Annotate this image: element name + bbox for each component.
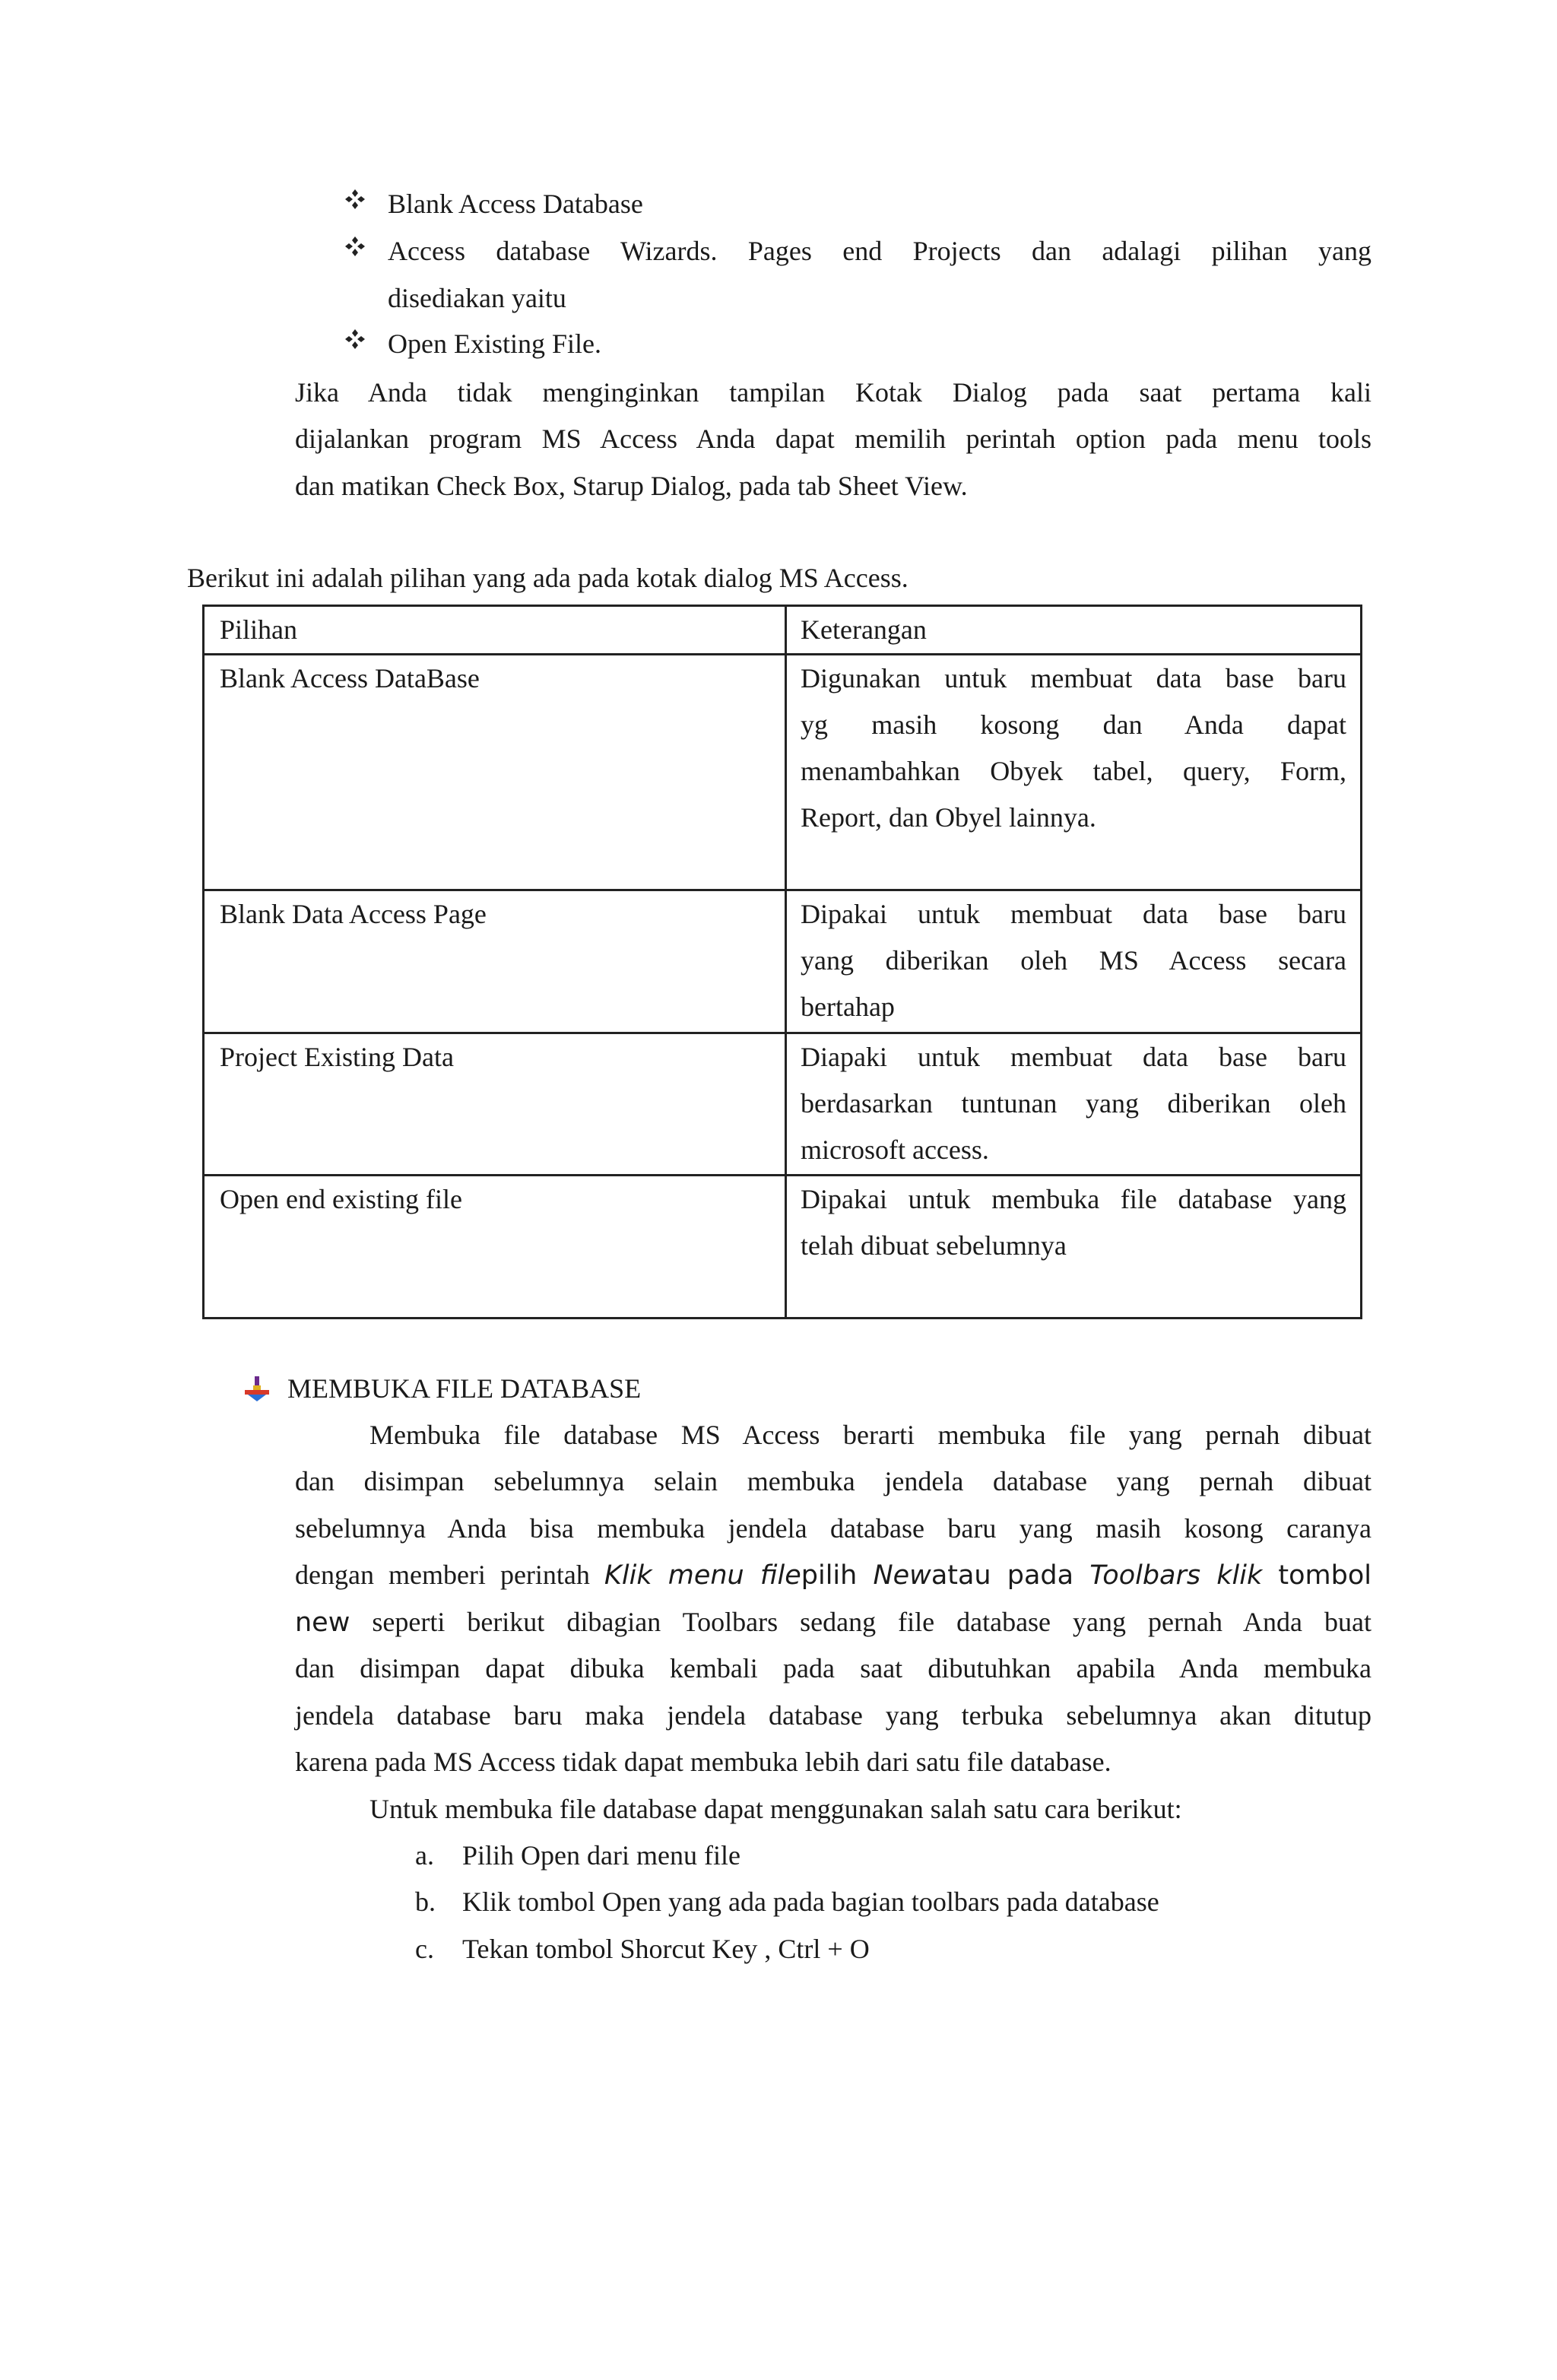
description-cell: Diapaki untuk membuat data base baru berdasarkan tuntunan yang diberikan oleh microsoft access. [786,1033,1362,1176]
description-cell: Dipakai untuk membuat data base baru yang diberikan oleh MS Access secara bertahap [786,890,1362,1033]
table-row [204,655,1362,890]
bullet-item-continuation: disediakan yaitu [388,283,566,313]
option-cell: Blank Data Access Page [204,890,786,1033]
arrow-down-bullet-icon [243,1375,271,1402]
diamond-bullet-icon [344,228,366,274]
emphasis-text: Klik menu file [604,1560,801,1591]
option-cell: Open end existing file [204,1176,786,1319]
section-heading: MEMBUKA FILE DATABASE [287,1373,642,1404]
paragraph-line: dengan memberi perintah Klik menu filepilih Newatau pada Toolbars klik tombol [295,1560,1371,1591]
table-intro: Berikut ini adalah pilihan yang ada pada kotak dialog MS Access. [187,563,909,593]
paragraph-line: Membuka file database MS Access berarti membuka file yang pernah dibuat [369,1420,1371,1450]
paragraph-line: karena pada MS Access tidak dapat membuka lebih dari satu file database. [295,1747,1111,1777]
description-cell: Digunakan untuk membuat data base baru yg masih kosong dan Anda dapat menambahkan Obyek tabel, query, Form, Report, dan Obyel lainnya. [786,655,1362,890]
header-cell: Keterangan [786,606,1362,655]
paragraph-line: jendela database baru maka jendela database yang terbuka sebelumnya akan ditutup [295,1700,1371,1731]
paragraph-line: Jika Anda tidak menginginkan tampilan Kotak Dialog pada saat pertama kali [295,377,1371,408]
bullet-item: Open Existing File. [388,328,601,359]
list-marker: a. [415,1840,434,1871]
bullet-item: Access database Wizards. Pages end Projects dan adalagi pilihan yang [388,236,1371,266]
emphasis-text: New [873,1560,931,1591]
list-item: Tekan tombol Shorcut Key , Ctrl + O [462,1934,870,1964]
paragraph-line: new seperti berikut dibagian Toolbars sedang file database yang pernah Anda buat [295,1607,1371,1638]
list-item: Pilih Open dari menu file [462,1840,740,1871]
paragraph-line: dan matikan Check Box, Starup Dialog, pada tab Sheet View. [295,471,968,501]
option-cell: Blank Access DataBase [204,655,786,890]
paragraph-line: sebelumnya Anda bisa membuka jendela database baru yang masih kosong caranya [295,1513,1371,1544]
option-cell: Project Existing Data [204,1033,786,1176]
table-row [204,1176,1362,1319]
table-row [204,890,1362,1033]
paragraph-line: dan disimpan sebelumnya selain membuka jendela database yang pernah dibuat [295,1466,1371,1496]
paragraph-line: dan disimpan dapat dibuka kembali pada saat dibutuhkan apabila Anda membuka [295,1653,1371,1683]
table-row [204,1033,1362,1176]
list-marker: c. [415,1934,434,1964]
description-cell: Dipakai untuk membuka file database yang telah dibuat sebelumnya [786,1176,1362,1319]
list-marker: b. [415,1887,436,1917]
diamond-bullet-icon [344,321,366,367]
list-item: Klik tombol Open yang ada pada bagian toolbars pada database [462,1887,1159,1917]
ways-intro: Untuk membuka file database dapat menggunakan salah satu cara berikut: [369,1794,1182,1824]
paragraph-line: dijalankan program MS Access Anda dapat memilih perintah option pada menu tools [295,424,1371,454]
options-table [202,605,1362,1319]
bullet-item: Blank Access Database [388,189,643,219]
diamond-bullet-icon [344,181,366,227]
table-header-row [204,606,1362,655]
emphasis-text: Toolbars klik [1089,1560,1263,1591]
header-cell: Pilihan [204,606,786,655]
